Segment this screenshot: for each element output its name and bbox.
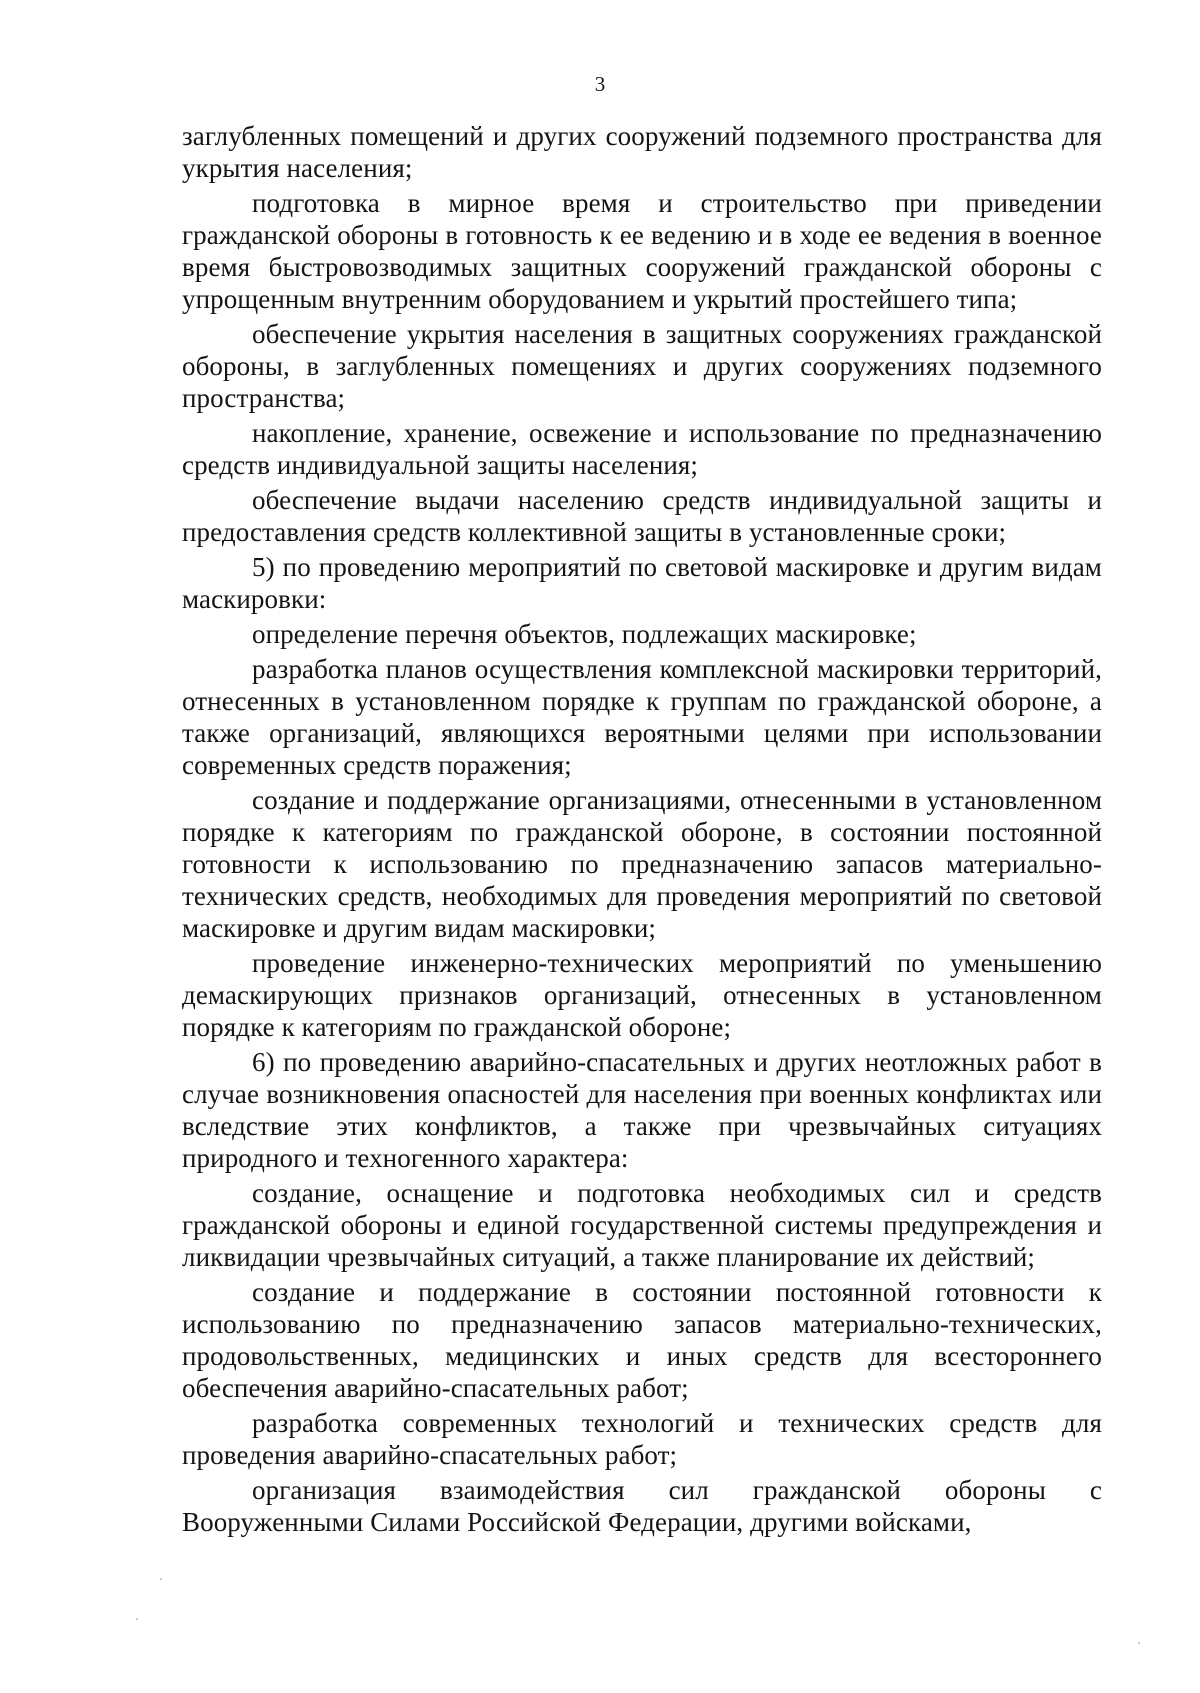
scan-speck <box>1138 1642 1140 1644</box>
paragraph: обеспечение укрытия населения в защитных сооружениях гражданской обороны, в заглубленных помещениях и других сооружениях подземного пространства; <box>182 319 1102 413</box>
scan-speck <box>136 1618 138 1620</box>
paragraph: проведение инженерно-технических мероприятий по уменьшению демаскирующих признаков организаций, отнесенных в установленном порядке к категориям по гражданской обороне; <box>182 948 1102 1042</box>
paragraph: создание и поддержание организациями, отнесенными в установленном порядке к категориям по гражданской обороне, в состоянии постоянной готовности к использованию по предназначению запасов материально-технических средств, необходимых для проведения мероприятий по световой маскировке и другим видам маскировки; <box>182 785 1102 943</box>
paragraph: накопление, хранение, освежение и использование по предназначению средств индивидуальной защиты населения; <box>182 418 1102 480</box>
scan-speck <box>160 1578 162 1580</box>
page-number: 3 <box>594 72 606 96</box>
paragraph-section-5: 5) по проведению мероприятий по световой маскировке и другим видам маскировки: <box>182 552 1102 614</box>
paragraph-continuation: заглубленных помещений и других сооружений подземного пространства для укрытия населения; <box>182 121 1102 183</box>
paragraph: создание, оснащение и подготовка необходимых сил и средств гражданской обороны и единой государственной системы предупреждения и ликвидации чрезвычайных ситуаций, а также планирование их действий; <box>182 1178 1102 1272</box>
paragraph: определение перечня объектов, подлежащих маскировке; <box>252 619 917 649</box>
document-body <box>182 120 1102 1541</box>
paragraph-section-6: 6) по проведению аварийно-спасательных и других неотложных работ в случае возникновения опасностей для населения при военных конфликтах или вследствие этих конфликтов, а также при чрезвычайных ситуациях природного и техногенного характера: <box>182 1047 1102 1173</box>
paragraph: разработка современных технологий и технических средств для проведения аварийно-спасательных работ; <box>182 1408 1102 1470</box>
paragraph: разработка планов осуществления комплексной маскировки территорий, отнесенных в установленном порядке к группам по гражданской обороне, а также организаций, являющихся вероятными целями при использовании современных средств поражения; <box>182 654 1102 780</box>
paragraph: обеспечение выдачи населению средств индивидуальной защиты и предоставления средств коллективной защиты в установленные сроки; <box>182 485 1102 547</box>
paragraph: подготовка в мирное время и строительство при приведении гражданской обороны в готовность к ее ведению и в ходе ее ведения в военное время быстровозводимых защитных сооружений гражданской обороны с упрощенным внутренним оборудованием и укрытий простейшего типа; <box>182 188 1102 314</box>
paragraph: организация взаимодействия сил гражданской обороны с Вооруженными Силами Российской Федерации, другими войсками, <box>182 1475 1102 1537</box>
paragraph: создание и поддержание в состоянии постоянной готовности к использованию по предназначению запасов материально-технических, продовольственных, медицинских и иных средств для всестороннего обеспечения аварийно-спасательных работ; <box>182 1277 1102 1403</box>
